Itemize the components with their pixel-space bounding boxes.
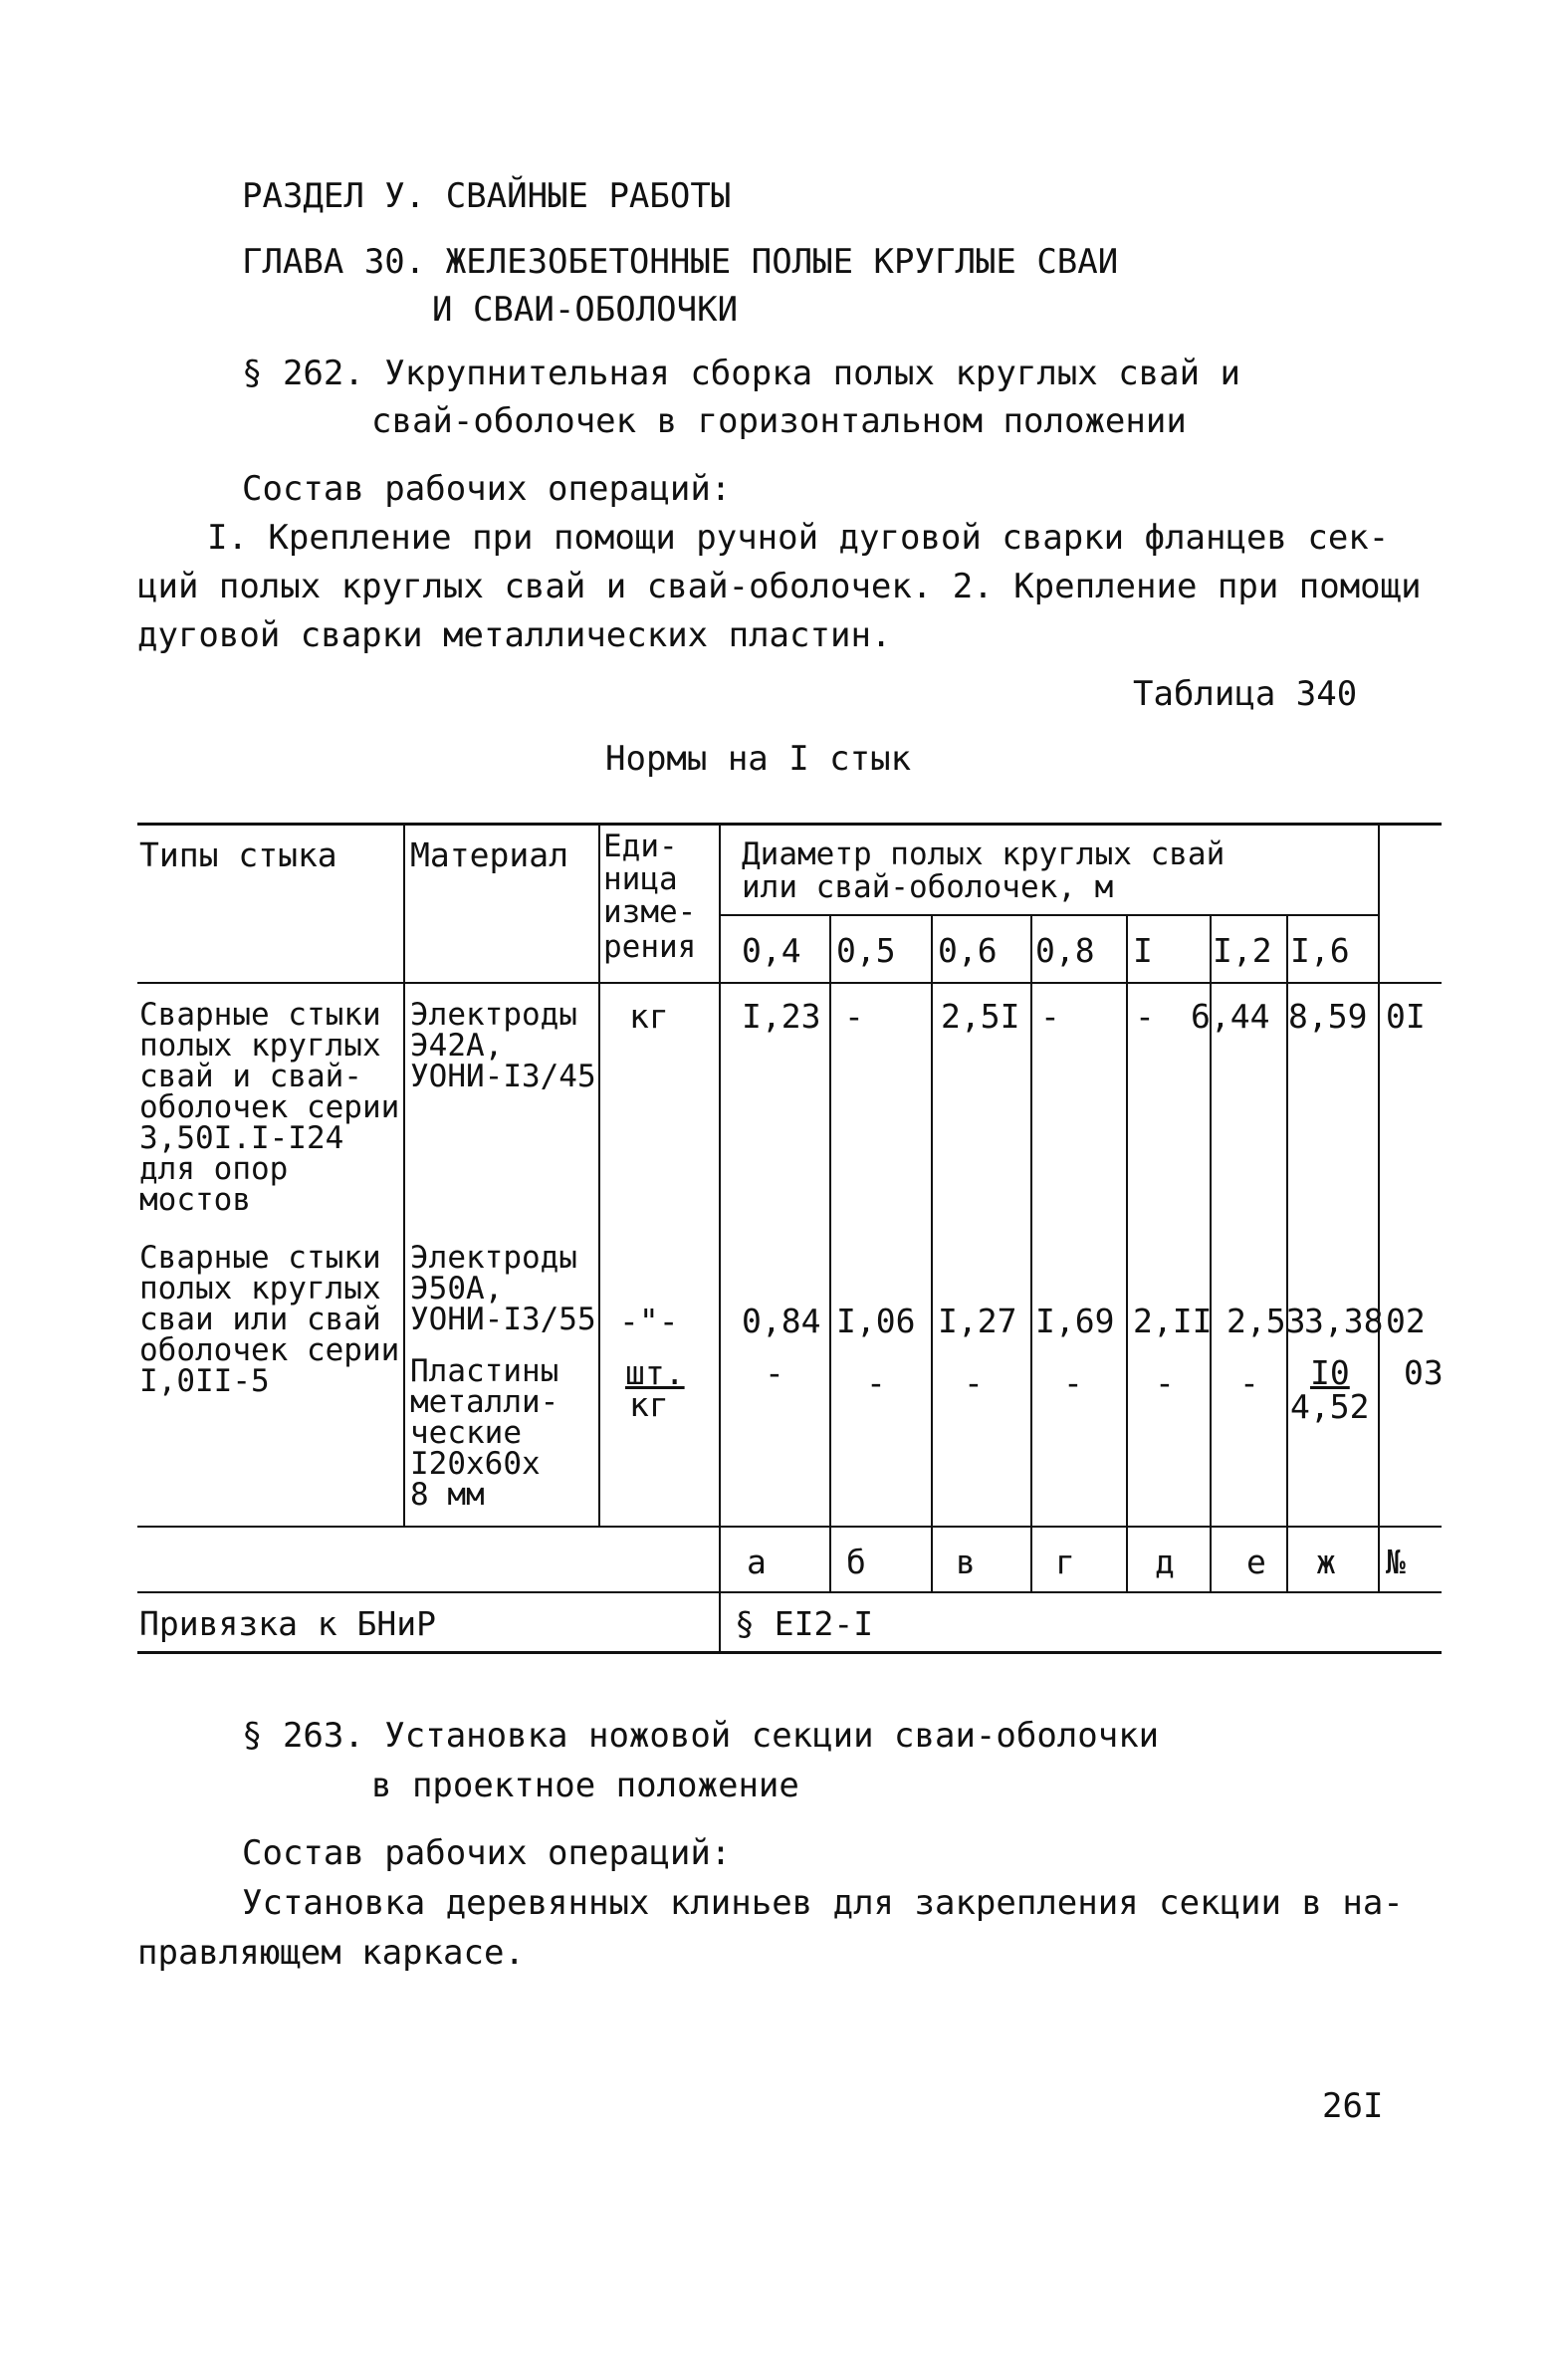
row3-value-1-6-bottom: 4,52 xyxy=(1290,1387,1370,1426)
header-type: Типы стыка xyxy=(139,835,337,874)
row1-value-0-8: - xyxy=(1040,997,1060,1036)
chapter-heading-cont: И СВАИ-ОБОЛОЧКИ xyxy=(432,290,739,330)
letter-d: д xyxy=(1155,1543,1175,1581)
row2-value-1-6: 3,38 xyxy=(1304,1302,1384,1340)
header-diameter-1: Диаметр полых круглых свай xyxy=(742,836,1226,872)
letter-e: е xyxy=(1246,1543,1266,1581)
row3-value-0-4: - xyxy=(765,1353,784,1392)
row2-type-4: оболочек серии xyxy=(139,1332,400,1368)
row3-unit-kg: кг xyxy=(629,1385,669,1424)
row1-value-0-6: 2,5I xyxy=(941,997,1020,1036)
page-number: 26I xyxy=(1322,2086,1384,2126)
row1-type-4: оболочек серии xyxy=(139,1089,400,1125)
header-unit-3: изме- xyxy=(603,894,697,930)
paragraph-262-title-cont: свай-оболочек в горизонтальном положении xyxy=(371,401,1187,441)
row2-value-1: 2,II xyxy=(1133,1302,1213,1340)
row3-material-5: 8 мм xyxy=(410,1477,485,1513)
ops-heading-263: Состав рабочих операций: xyxy=(242,1833,732,1873)
row1-type-2: полых круглых xyxy=(139,1028,381,1064)
diameter-1-2: I,2 xyxy=(1213,931,1272,970)
norms-title: Нормы на I стык xyxy=(605,739,912,779)
row2-material-2: Э50А, xyxy=(410,1271,504,1307)
row2-value-0-8: I,69 xyxy=(1035,1302,1115,1340)
diameter-1-6: I,6 xyxy=(1290,931,1350,970)
row2-unit: -"- xyxy=(619,1302,679,1340)
row1-material-2: Э42А, xyxy=(410,1028,504,1064)
letter-b: б xyxy=(846,1543,866,1581)
row3-value-1: - xyxy=(1155,1363,1175,1402)
snip-label: Привязка к БНиР xyxy=(139,1604,437,1643)
snip-value: § EI2-I xyxy=(735,1604,874,1643)
letter-g: г xyxy=(1055,1543,1075,1581)
row1-type-1: Сварные стыки xyxy=(139,997,381,1033)
row3-material-4: I20x60x xyxy=(410,1446,541,1482)
letter-zh: ж xyxy=(1316,1543,1336,1581)
ops-text-262-line1: I. Крепление при помощи ручной дуговой сварки фланцев сек- xyxy=(207,518,1390,558)
header-unit-1: Еди- xyxy=(603,829,678,864)
row3-value-0-5: - xyxy=(866,1363,886,1402)
row2-value-0-6: I,27 xyxy=(938,1302,1017,1340)
row2-value-0-5: I,06 xyxy=(836,1302,916,1340)
row1-material-3: УОНИ-I3/45 xyxy=(410,1059,596,1094)
row1-unit: кг xyxy=(629,997,669,1036)
row1-value-1-6: 8,59 xyxy=(1288,997,1368,1036)
header-unit-4: рения xyxy=(603,929,697,965)
header-material: Материал xyxy=(410,835,568,874)
row3-unit-pcs: шт. xyxy=(625,1353,685,1392)
row1-value-0-5: - xyxy=(844,997,864,1036)
row1-value-1-2: 6,44 xyxy=(1191,997,1270,1036)
table-label: Таблица 340 xyxy=(1133,674,1358,714)
row1-value-0-4: I,23 xyxy=(742,997,821,1036)
paragraph-263-title: § 263. Установка ножовой секции сваи-оболочки xyxy=(242,1716,1160,1756)
ops-text-262-line3: дуговой сварки металлических пластин. xyxy=(137,615,892,655)
diameter-0-6: 0,6 xyxy=(938,931,998,970)
row2-number: 02 xyxy=(1386,1302,1426,1340)
diameter-0-8: 0,8 xyxy=(1035,931,1095,970)
row1-number: 0I xyxy=(1386,997,1426,1036)
row2-type-1: Сварные стыки xyxy=(139,1240,381,1276)
letter-number-sign: № xyxy=(1386,1543,1406,1581)
diameter-0-5: 0,5 xyxy=(836,931,896,970)
ops-text-262-line2: ций полых круглых свай и свай-оболочек. 2. Крепление при помощи xyxy=(137,567,1422,606)
row2-type-3: сваи или свай xyxy=(139,1302,381,1337)
row2-material-3: УОНИ-I3/55 xyxy=(410,1302,596,1337)
row2-value-0-4: 0,84 xyxy=(742,1302,821,1340)
row2-type-2: полых круглых xyxy=(139,1271,381,1307)
diameter-1: I xyxy=(1133,931,1153,970)
row3-value-1-2: - xyxy=(1239,1363,1259,1402)
diameter-0-4: 0,4 xyxy=(742,931,801,970)
paragraph-263-title-cont: в проектное положение xyxy=(371,1766,799,1805)
row3-material-1: Пластины xyxy=(410,1353,559,1389)
row1-type-5: 3,50I.I-I24 xyxy=(139,1120,344,1156)
header-unit-2: ница xyxy=(603,861,678,897)
row1-type-3: свай и свай- xyxy=(139,1059,362,1094)
row3-value-1-6-top: I0 xyxy=(1310,1353,1350,1392)
row3-material-2: металли- xyxy=(410,1384,559,1420)
chapter-heading: ГЛАВА 30. ЖЕЛЕЗОБЕТОННЫЕ ПОЛЫЕ КРУГЛЫЕ СВАИ xyxy=(242,242,1119,282)
row1-material-1: Электроды xyxy=(410,997,577,1033)
letter-v: в xyxy=(956,1543,976,1581)
row1-type-7: мостов xyxy=(139,1182,251,1218)
ops-heading-262: Состав рабочих операций: xyxy=(242,469,732,509)
header-diameter-2: или свай-оболочек, м xyxy=(742,869,1114,905)
row3-number: 03 xyxy=(1404,1353,1444,1392)
paragraph-262-title: § 262. Укрупнительная сборка полых круглых свай и xyxy=(242,354,1241,393)
row2-material-1: Электроды xyxy=(410,1240,577,1276)
row1-type-6: для опор xyxy=(139,1151,289,1187)
letter-a: а xyxy=(747,1543,767,1581)
ops-text-263-line2: правляющем каркасе. xyxy=(137,1933,525,1973)
ops-text-263-line1: Установка деревянных клиньев для закрепления секции в на- xyxy=(242,1883,1404,1923)
row1-value-1: - xyxy=(1135,997,1155,1036)
row2-value-1-2: 2,53 xyxy=(1226,1302,1306,1340)
row3-value-0-8: - xyxy=(1063,1363,1083,1402)
row3-material-3: ческие xyxy=(410,1415,522,1451)
section-heading: РАЗДЕЛ У. СВАЙНЫЕ РАБОТЫ xyxy=(242,176,732,216)
row3-value-0-6: - xyxy=(964,1363,984,1402)
row2-type-5: I,0II-5 xyxy=(139,1363,270,1399)
